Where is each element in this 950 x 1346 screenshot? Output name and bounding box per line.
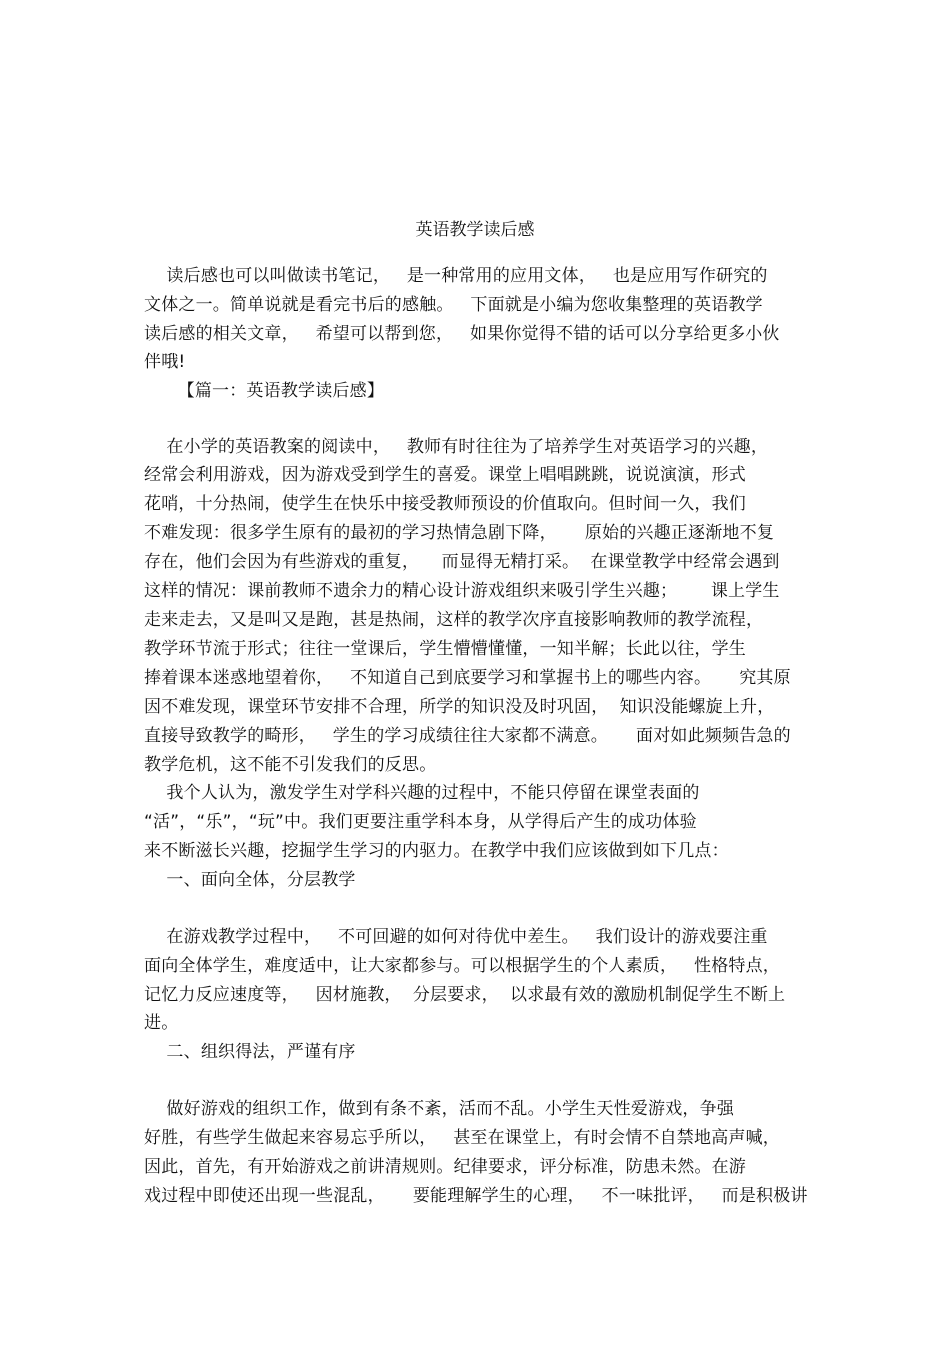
paragraph-line: “活”，“乐”，“玩”中。我们更要注重学科本身，从学得后产生的成功体验 xyxy=(144,812,697,832)
section-heading: 【篇一：英语教学读后感】 xyxy=(144,381,385,401)
paragraph-line: 做好游戏的组织工作，做到有条不紊，活而不乱。小学生天性爱游戏，争强 xyxy=(144,1099,735,1119)
paragraph-line: 花哨，十分热闹，使学生在快乐中接受教师预设的价值取向。但时间一久，我们 xyxy=(144,494,746,514)
paragraph-line: 读后感也可以叫做读书笔记， 是一种常用的应用文体， 也是应用写作研究的 xyxy=(144,266,768,286)
document-title: 英语教学读后感 xyxy=(415,220,535,240)
paragraph-line: 捧着课本迷惑地望着你， 不知道自己到底要学习和掌握书上的哪些内容。 究其原 xyxy=(144,668,791,688)
paragraph-line: 这样的情况：课前教师不遗余力的精心设计游戏组织来吸引学生兴趣； 课上学生 xyxy=(144,581,780,601)
paragraph-line: 进。 xyxy=(144,1013,179,1033)
paragraph-line: 因不难发现，课堂环节安排不合理，所学的知识没及时巩固， 知识没能螺旋上升， xyxy=(144,697,775,717)
paragraph-line: 在小学的英语教案的阅读中， 教师有时往往为了培养学生对英语学习的兴趣， xyxy=(144,437,769,457)
paragraph-line: 我个人认为，激发学生对学科兴趣的过程中，不能只停留在课堂表面的 xyxy=(144,783,700,803)
paragraph-line: 走来走去，又是叫又是跑，甚是热闹，这样的教学次序直接影响教师的教学流程， xyxy=(144,610,764,630)
paragraph-line: 面向全体学生，难度适中，让大家都参与。可以根据学生的个人素质， 性格特点， xyxy=(144,956,781,976)
paragraph-line: 教学危机，这不能不引发我们的反思。 xyxy=(144,755,437,775)
paragraph-line: 教学环节流于形式；往往一堂课后，学生懵懵懂懂，一知半解；长此以往，学生 xyxy=(144,639,746,659)
section-heading: 二、组织得法，严谨有序 xyxy=(144,1042,356,1062)
paragraph-line: 好胜，有些学生做起来容易忘乎所以， 甚至在课堂上，有时会情不自禁地高声喊， xyxy=(144,1128,781,1148)
paragraph-line: 记忆力反应速度等， 因材施教， 分层要求， 以求最有效的激励机制促学生不断上 xyxy=(144,985,786,1005)
paragraph-line: 在游戏教学过程中， 不可回避的如何对待优中差生。 我们设计的游戏要注重 xyxy=(144,927,768,947)
paragraph-line: 文体之一。简单说就是看完书后的感触。 下面就是小编为您收集整理的英语教学 xyxy=(144,295,763,315)
paragraph-line: 伴哦! xyxy=(144,352,186,372)
paragraph-line: 读后感的相关文章， 希望可以帮到您， 如果你觉得不错的话可以分享给更多小伙 xyxy=(144,324,780,344)
section-heading: 一、面向全体，分层教学 xyxy=(144,870,356,890)
paragraph-line: 直接导致教学的畸形， 学生的学习成绩往往大家都不满意。 面对如此频频告急的 xyxy=(144,726,791,746)
paragraph-line: 来不断滋长兴趣，挖掘学生学习的内驱力。在教学中我们应该做到如下几点： xyxy=(144,841,729,861)
paragraph-line: 不难发现：很多学生原有的最初的学习热情急剧下降， 原始的兴趣正逐渐地不复 xyxy=(144,523,775,543)
paragraph-line: 经常会利用游戏，因为游戏受到学生的喜爱。课堂上唱唱跳跳，说说演演，形式 xyxy=(144,465,746,485)
paragraph-line: 存在，他们会因为有些游戏的重复， 而显得无精打采。 在课堂教学中经常会遇到 xyxy=(144,552,780,572)
paragraph-line: 戏过程中即使还出现一些混乱， 要能理解学生的心理， 不一味批评， 而是积极讲 xyxy=(144,1186,808,1206)
paragraph-line: 因此，首先，有开始游戏之前讲清规则。纪律要求，评分标准，防患未然。在游 xyxy=(144,1157,746,1177)
